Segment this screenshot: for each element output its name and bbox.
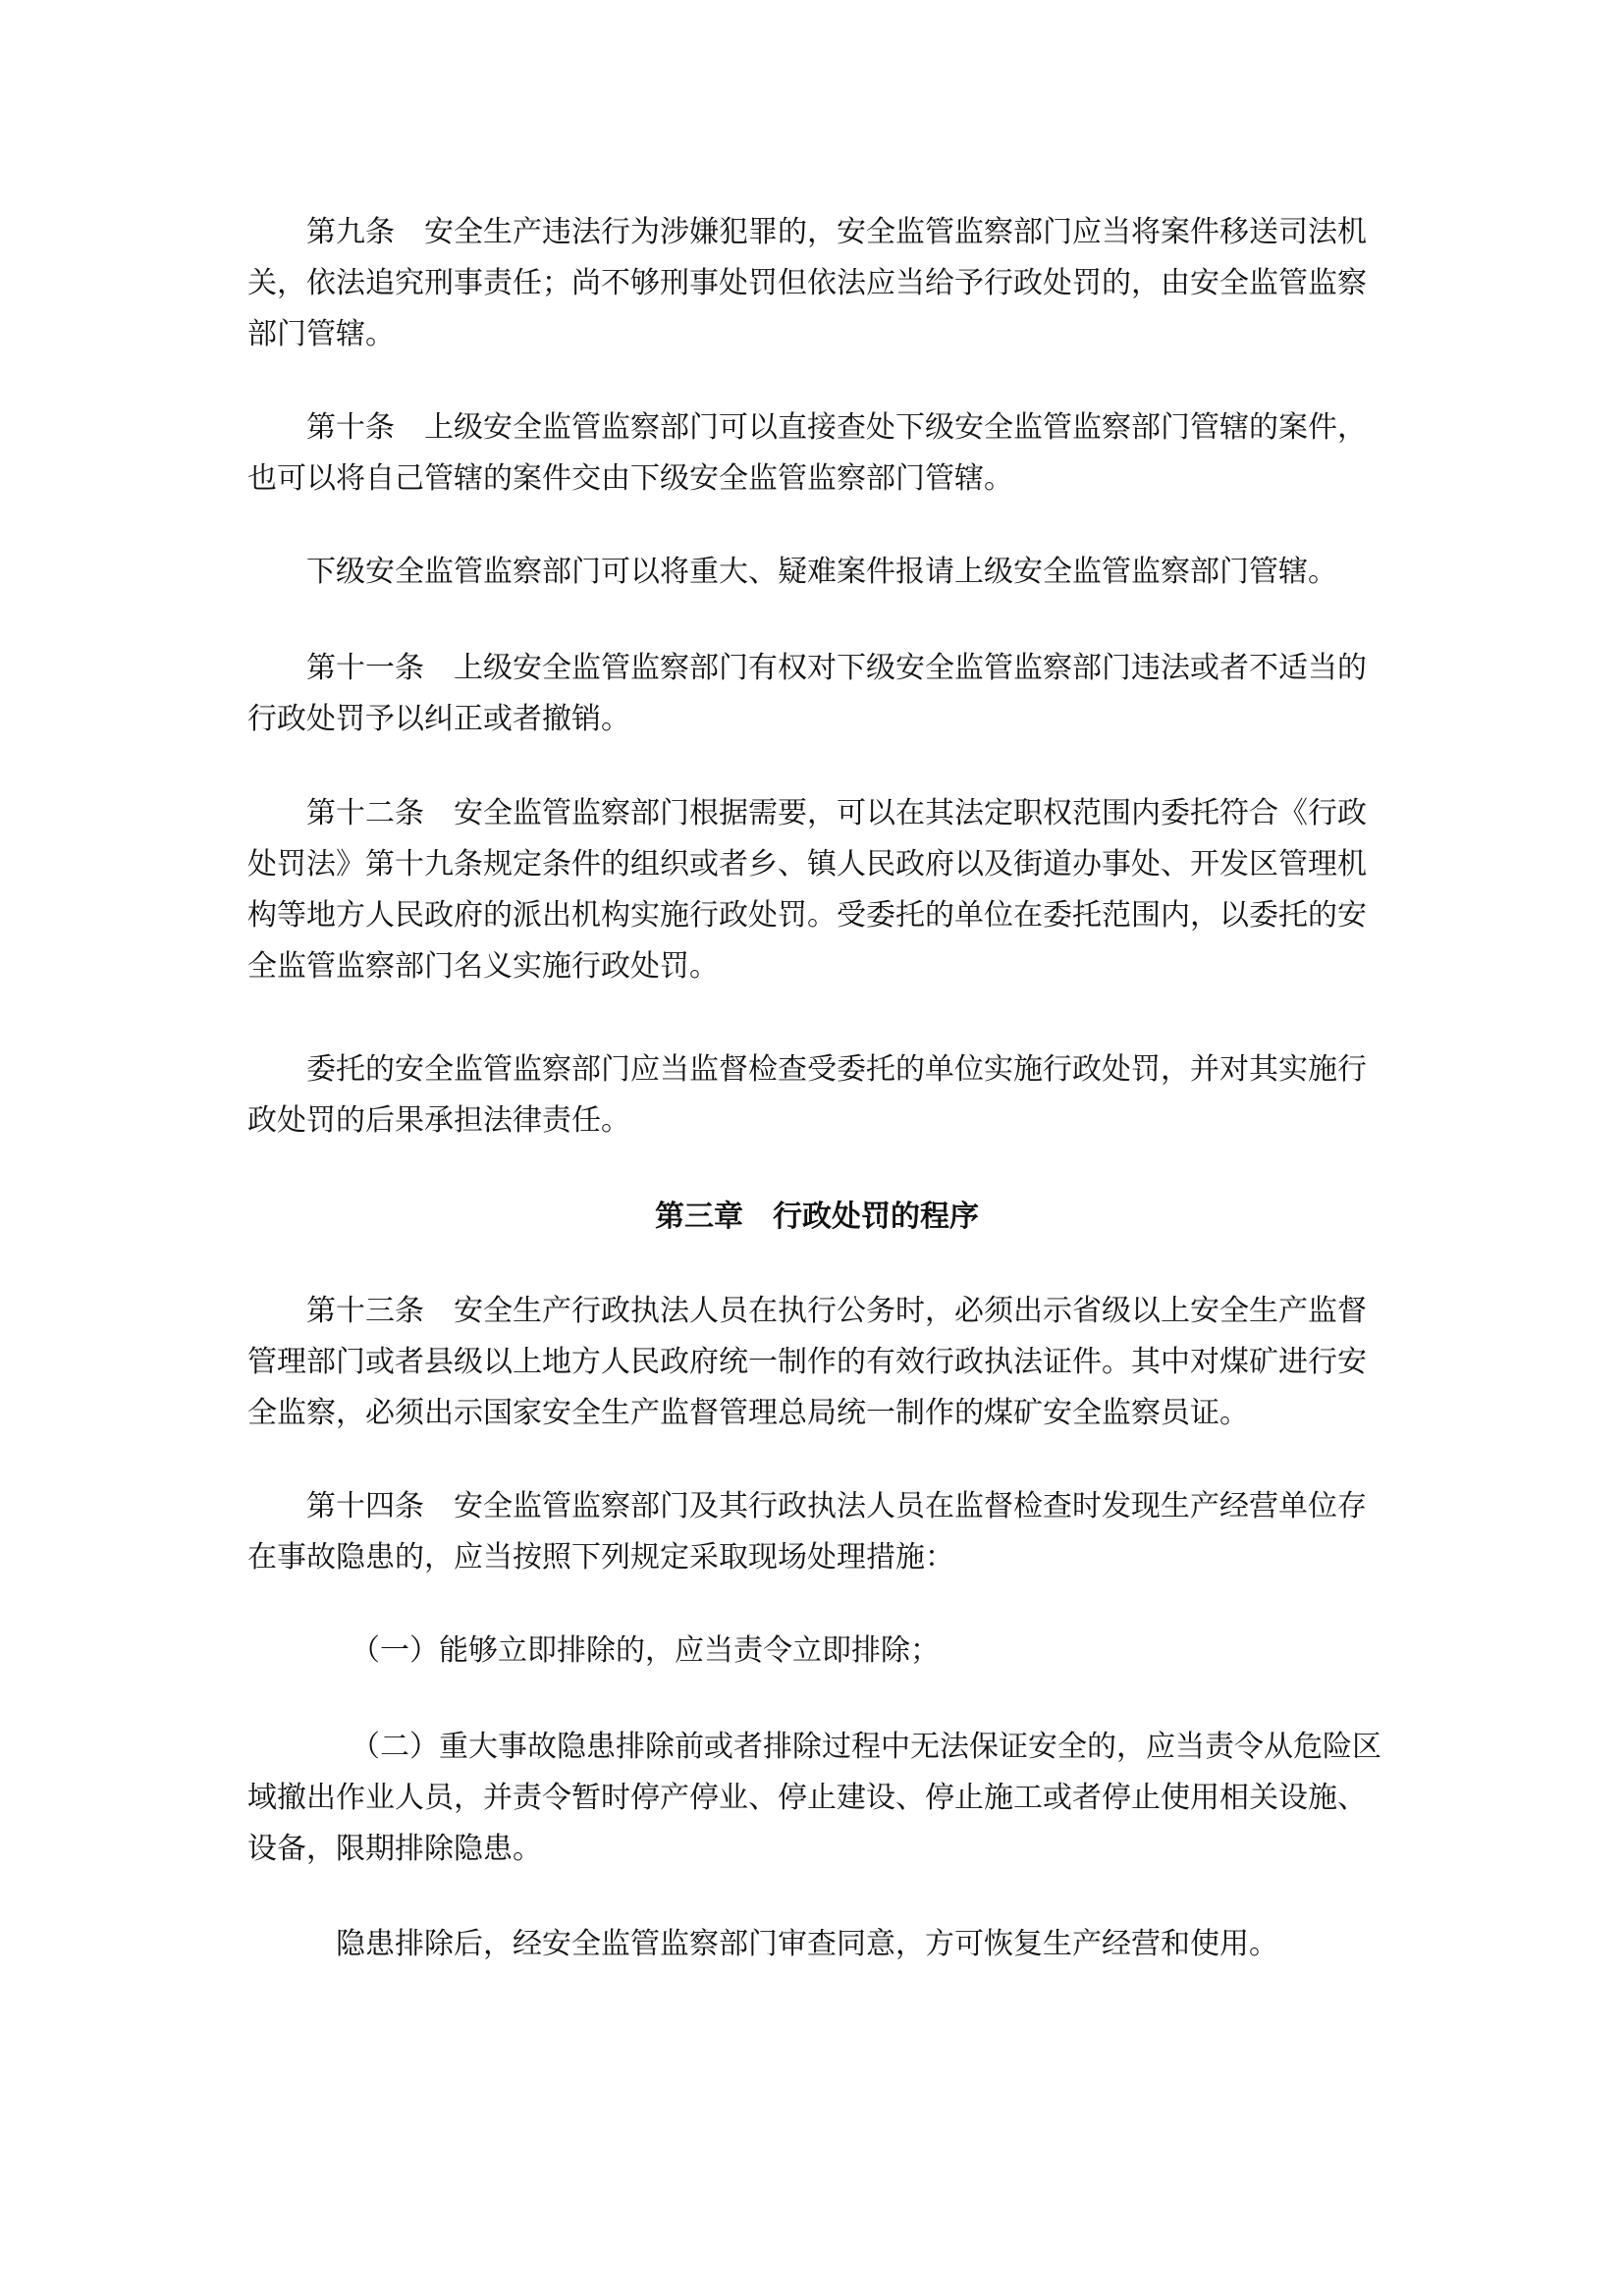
- article-10-paragraph: 第十条 上级安全监管监察部门可以直接查处下级安全监管监察部门管辖的案件，也可以将自己管辖的案件交由下级安全监管监察部门管辖。: [247, 410, 1367, 496]
- list-item-2: （二）重大事故隐患排除前或者排除过程中无法保证安全的，应当责令从危险区域撤出作业人员，并责令暂时停产停业、停止建设、停止施工或者停止使用相关设施、设备，限期排除隐患。: [247, 1730, 1381, 1866]
- article-11-paragraph: 第十一条 上级安全监管监察部门有权对下级安全监管监察部门违法或者不适当的行政处罚予以纠正或者撤销。: [247, 651, 1367, 736]
- article-14-paragraph: 第十四条 安全监管监察部门及其行政执法人员在监督检查时发现生产经营单位存在事故隐患的，应当按照下列规定采取现场处理措施：: [247, 1489, 1367, 1575]
- article-10-subparagraph: 下级安全监管监察部门可以将重大、疑难案件报请上级安全监管监察部门管辖。: [247, 555, 1337, 589]
- list-item-1: （一）能够立即排除的，应当责令立即排除；: [247, 1633, 940, 1668]
- article-12-subparagraph: 委托的安全监管监察部门应当监督检查受委托的单位实施行政处罚，并对其实施行政处罚的后果承担法律责任。: [247, 1052, 1367, 1138]
- chapter-heading: 第三章 行政处罚的程序: [655, 1200, 979, 1234]
- article-14-closing-paragraph: 隐患排除后，经安全监管监察部门审查同意，方可恢复生产经营和使用。: [247, 1927, 1278, 1961]
- article-13-paragraph: 第十三条 安全生产行政执法人员在执行公务时，必须出示省级以上安全生产监督管理部门或者县级以上地方人民政府统一制作的有效行政执法证件。其中对煤矿进行安全监察，必须出示国家安全生产监督管理总局统一制作的煤矿安全监察员证。: [247, 1294, 1367, 1430]
- article-12-paragraph: 第十二条 安全监管监察部门根据需要，可以在其法定职权范围内委托符合《行政处罚法》第十九条规定条件的组织或者乡、镇人民政府以及街道办事处、开发区管理机构等地方人民政府的派出机构实施行政处罚。受委托的单位在委托范围内，以委托的安全监管监察部门名义实施行政处罚。: [247, 796, 1367, 984]
- article-9-paragraph: 第九条 安全生产违法行为涉嫌犯罪的，安全监管监察部门应当将案件移送司法机关，依法追究刑事责任；尚不够刑事处罚但依法应当给予行政处罚的，由安全监管监察部门管辖。: [247, 215, 1367, 351]
